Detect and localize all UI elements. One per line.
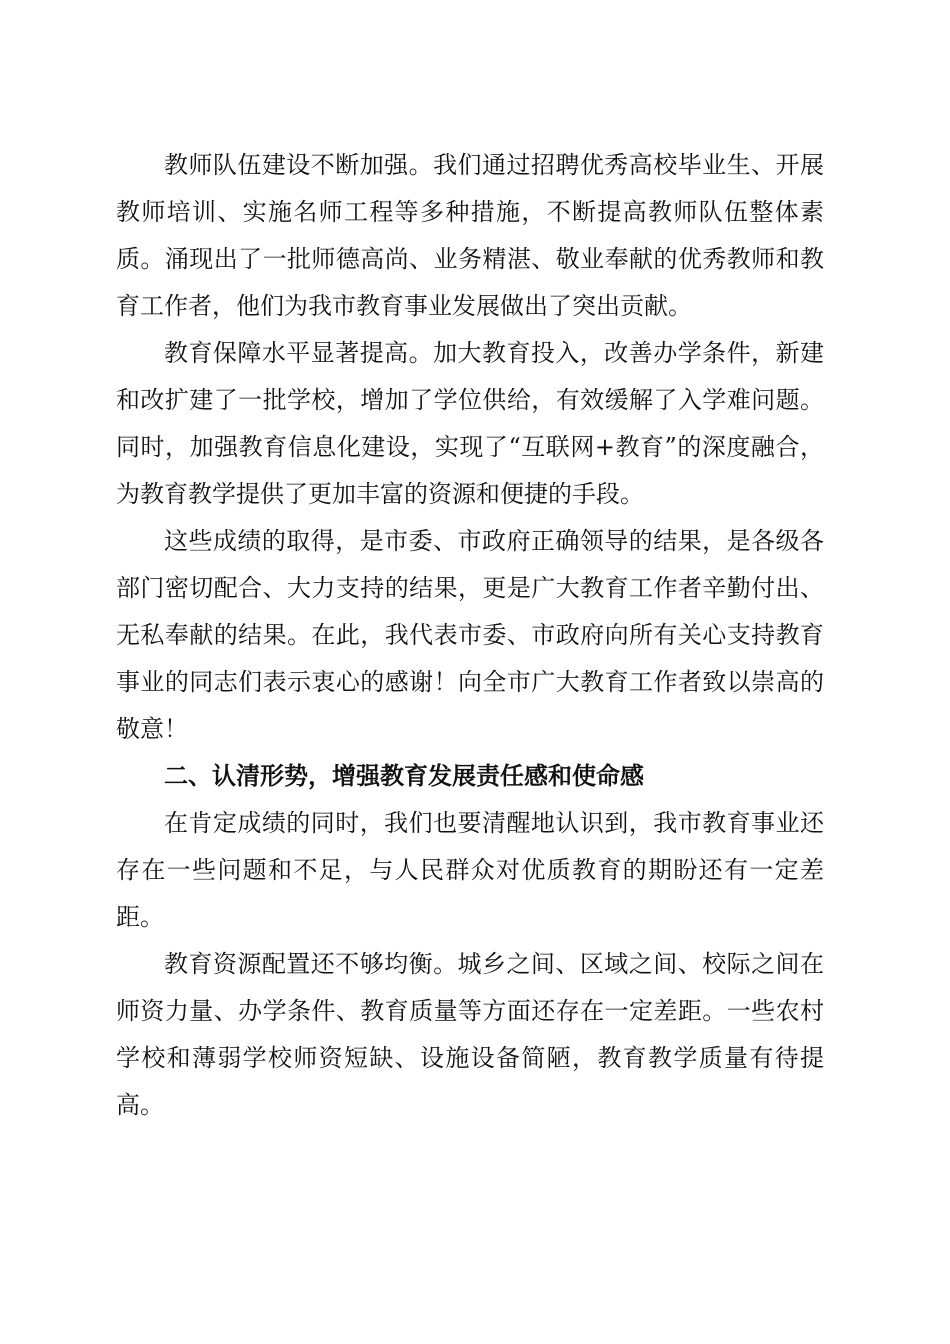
document-body: [116, 142, 824, 1129]
paragraph-teacher-team: 教师队伍建设不断加强。我们通过招聘优秀高校毕业生、开展教师培训、实施名师工程等多种措施，不断提高教师队伍整体素质。涌现出了一批师德高尚、业务精湛、敬业奉献的优秀教师和教育工作者，他们为我市教育事业发展做出了突出贡献。: [116, 151, 824, 320]
paragraph-problems-intro: 在肯定成绩的同时，我们也要清醒地认识到，我市教育事业还存在一些问题和不足，与人民群众对优质教育的期盼还有一定差距。: [116, 809, 824, 931]
paragraph-education-guarantee: 教育保障水平显著提高。加大教育投入，改善办学条件，新建和改扩建了一批学校，增加了学位供给，有效缓解了入学难问题。同时，加强教育信息化建设，实现了“互联网+教育”的深度融合，为教育教学提供了更加丰富的资源和便捷的手段。: [116, 339, 824, 508]
section-heading-2: 二、认清形势，增强教育发展责任感和使命感: [164, 762, 644, 790]
paragraph-achievements-thanks: 这些成绩的取得，是市委、市政府正确领导的结果，是各级各部门密切配合、大力支持的结果，更是广大教育工作者辛勤付出、无私奉献的结果。在此，我代表市委、市政府向所有关心支持教育事业的同志们表示衷心的感谢！向全市广大教育工作者致以崇高的敬意！: [116, 527, 824, 743]
paragraph-resource-allocation: 教育资源配置还不够均衡。城乡之间、区域之间、校际之间在师资力量、办学条件、教育质量等方面还存在一定差距。一些农村学校和薄弱学校师资短缺、设施设备简陋，教育教学质量有待提高。: [116, 950, 824, 1119]
